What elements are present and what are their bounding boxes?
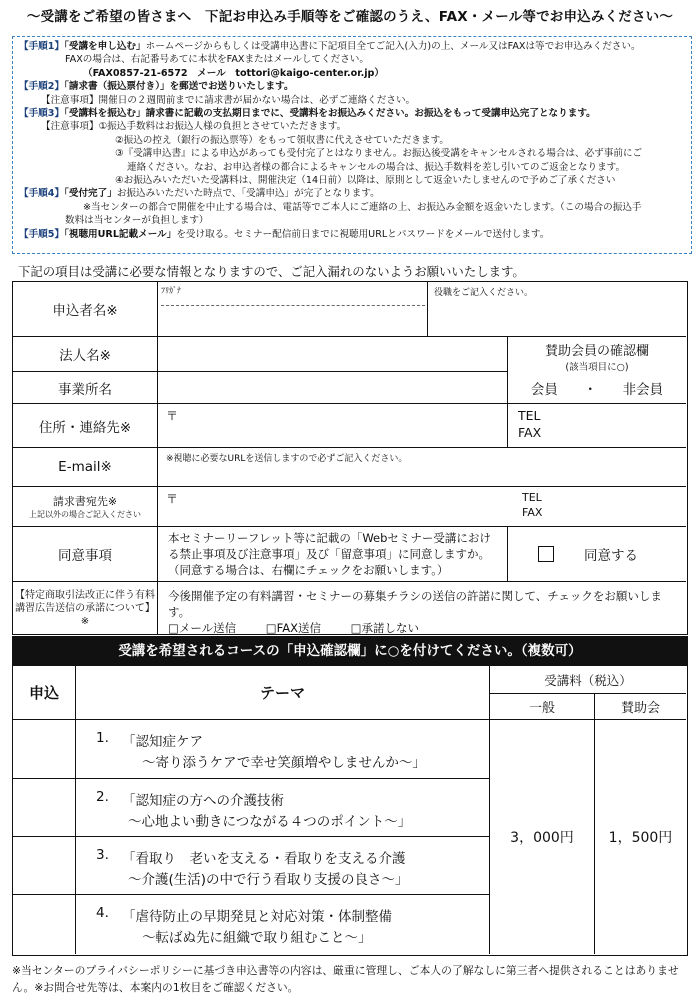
- course-item-2: [76, 779, 490, 837]
- course-banner: 受講を希望されるコースの「申込確認欄」に○を付けてください。（複数可）: [12, 636, 688, 666]
- privacy-footer: ※当センターのプライバシーポリシーに基づき申込書等の内容は、厳重に管理し、ご本人の了解なしに第三者へ提供されることはありません。※お問合せ先等は、本案内の1枚目をご確認ください。: [12, 964, 679, 994]
- col-apply-header: 申込: [13, 666, 76, 720]
- step-1-title: 「受講を申し込む」: [64, 41, 146, 52]
- apply-cell-1[interactable]: [13, 720, 76, 779]
- fee-general: 3，000円: [490, 720, 595, 954]
- tel-label: TEL: [518, 408, 541, 423]
- consent-label: 同意事項: [13, 527, 158, 582]
- fax-label: FAX: [518, 425, 542, 440]
- email-label: E-mail※: [13, 448, 158, 487]
- step-1-fax-note: FAXの場合は、右記番号あてに本状をFAXまたはメールしてください。: [65, 54, 369, 66]
- course-item-4: [76, 895, 490, 954]
- position-hint: 役職をご記入ください。: [434, 288, 534, 298]
- billing-label-cell: [13, 487, 158, 527]
- course-2-subtitle: ～心地よい動きにつながる４つのポイント～」: [128, 814, 412, 830]
- step-3-note-3a: ③『受講申込書』による申込があっても受付完了とはなりません。お振込後受講をキャンセルされる場合は、必ず事前にご: [115, 148, 643, 160]
- ad-option-decline[interactable]: □承諾しない: [350, 621, 419, 635]
- course-4-num: 4.: [96, 905, 109, 921]
- step-2-tag: 【手順2】: [19, 81, 65, 93]
- course-4-subtitle: ～転ばぬ先に組織で取り組むこと～」: [142, 930, 372, 946]
- step-3-note-tag: 【注意事項】: [41, 121, 99, 133]
- office-label: 事業所名: [13, 372, 158, 404]
- billing-phone-fax: [522, 490, 542, 520]
- step-2-note: 【注意事項】開催日の２週間前までに請求書が届かない場合は、必ずご連絡ください。: [41, 94, 416, 106]
- member-check-header: [508, 337, 686, 372]
- corp-name-field[interactable]: [158, 337, 508, 372]
- step-3-note-2: ②振込の控え（銀行の振込票等）をもって領収書に代えさせていただきます。: [115, 134, 450, 146]
- step-3-note-4: ④お振込みいただいた受講料は、開催決定（14日前）以降は、原則として返金いたしませんので予めご了承ください: [115, 175, 616, 187]
- col-general-header: 一般: [490, 694, 595, 720]
- ad-consent-cell: [158, 582, 686, 634]
- course-3-num: 3.: [96, 847, 109, 863]
- billing-label: 請求書宛先※: [52, 495, 118, 508]
- step-5-tag: 【手順5】: [19, 228, 65, 240]
- step-4-tag: 【手順4】: [19, 188, 65, 200]
- step-3-note-1-text: ①振込手数料はお振込人様の負担とさせていただきます。: [98, 121, 347, 133]
- course-2-title: 「認知症の方への介護技術: [122, 793, 284, 809]
- step-3: [19, 107, 685, 120]
- ad-option-email[interactable]: □メール送信: [168, 621, 237, 635]
- step-1: [19, 40, 685, 53]
- apply-cell-3[interactable]: [13, 837, 76, 895]
- billing-sub: 上記以外の場合ご記入ください: [29, 510, 141, 519]
- step-4-note-b: 数料は当センターが負担します）: [65, 215, 209, 227]
- billing-field[interactable]: [158, 487, 686, 527]
- furigana-label: ﾌﾘｶﾞﾅ: [161, 285, 425, 306]
- applicant-label: 申込者名※: [13, 282, 158, 337]
- applicant-name-field[interactable]: [158, 282, 428, 337]
- ad-option-fax[interactable]: □FAX送信: [265, 621, 321, 635]
- member-status-options[interactable]: [508, 372, 686, 404]
- member-option[interactable]: 会員: [530, 381, 558, 398]
- apply-cell-2[interactable]: [13, 779, 76, 837]
- step-5-text: を受け取る。セミナー配信前日までに視聴用URLとパスワードをメールで送付します。: [176, 228, 550, 240]
- step-4: [19, 187, 685, 200]
- office-name-field[interactable]: [158, 372, 508, 404]
- procedure-steps: [12, 36, 692, 254]
- step-1-tag: 【手順1】: [19, 41, 65, 52]
- consent-check-label: 同意する: [584, 548, 638, 564]
- ad-consent-label: 【特定商取引法改正に伴う有料講習広告送信の承諾について】※: [13, 582, 158, 634]
- address-field[interactable]: [158, 404, 508, 448]
- course-item-1: [76, 720, 490, 779]
- fee-member: 1，500円: [608, 830, 673, 846]
- option-separator: ・: [583, 381, 597, 398]
- step-5-title: 「視聴用URL記載メール」: [64, 228, 177, 240]
- corp-label: 法人名※: [13, 337, 158, 372]
- course-3-title: 「看取り 老いを支える・看取りを支える介護: [122, 851, 406, 867]
- step-4-note-a: ※当センターの都合で開催を中止する場合は、電話等でご本人にご連絡の上、お振込み金額を返金いたします。（この場合の振込手: [83, 201, 642, 213]
- address-label: 住所・連絡先※: [13, 404, 158, 448]
- step-3-note-1: [19, 120, 685, 133]
- course-3-subtitle: ～介護(生活)の中で行う看取り支援の良さ～」: [128, 872, 409, 888]
- billing-tel-label: TEL: [522, 491, 542, 504]
- consent-checkbox-cell[interactable]: [508, 527, 686, 582]
- step-3-note-3b: 連絡ください。なお、お申込者様の都合によるキャンセルの場合は、振込手数料を差し引いてのご返金となります。: [127, 161, 626, 173]
- course-1-subtitle: ～寄り添うケアで幸せ笑顔増やしませんか～」: [142, 755, 426, 771]
- application-form: [12, 281, 688, 635]
- page-header: ～受講をご希望の皆さまへ 下記お申込み手順等をご確認のうえ、FAX・メール等でお申込みください～: [26, 9, 674, 25]
- email-hint: ※視聴に必要なURLを送信しますので必ずご記入ください。: [166, 454, 408, 464]
- ad-consent-text: 今後開催予定の有料講習・セミナーの募集チラシの送信の許諾に関して、チェックをお願いします。: [168, 589, 662, 619]
- billing-fax-label: FAX: [522, 506, 543, 519]
- step-2: [19, 80, 685, 93]
- course-1-title: 「認知症ケア: [122, 734, 203, 750]
- step-2-title: 「請求書（振込票付き）」を郵送でお送りいたします。: [64, 81, 294, 93]
- billing-postal-mark: 〒: [166, 492, 179, 506]
- step-4-title: 「受付完了」: [64, 188, 117, 200]
- step-3-title: 「受講料を振込む」請求書に記載の支払期日までに、受講料をお振込みください。お振込をもって受講申込完了となります。: [64, 108, 596, 120]
- position-field[interactable]: [428, 282, 686, 337]
- postal-mark: 〒: [166, 409, 179, 423]
- course-2-num: 2.: [96, 789, 109, 805]
- step-5: [19, 228, 685, 241]
- col-fee-header: 受講料（税込）: [490, 666, 686, 694]
- phone-fax-field[interactable]: [508, 404, 686, 448]
- course-1-num: 1.: [96, 730, 109, 746]
- step-1-contact: （FAX0857-21-6572 メール tottori@kaigo-center.or.jp）: [83, 67, 384, 79]
- apply-cell-4[interactable]: [13, 895, 76, 954]
- step-4-text: お振込みいただいた時点で、「受講申込」が完了となります。: [116, 188, 380, 200]
- consent-text: 本セミナーリーフレット等に記載の「Webセミナー受講における禁止事項及び注意事項」及び「留意事項」に同意しますか。（同意する場合は、右欄にチェックをお願いします。）: [158, 527, 508, 582]
- course-item-3: [76, 837, 490, 895]
- course-table: [12, 666, 688, 956]
- non-member-option[interactable]: 非会員: [622, 381, 664, 398]
- col-member-header: 賛助会: [595, 694, 686, 720]
- step-1-text: ホームページからもしくは受講申込書に下記項目全てご記入(入力)の上、メール又はFAXは等でお申込みください。: [145, 41, 641, 52]
- consent-checkbox[interactable]: [538, 546, 554, 562]
- course-4-title: 「虐待防止の早期発見と対応対策・体制整備: [122, 909, 392, 925]
- step-3-tag: 【手順3】: [19, 108, 65, 120]
- member-check-title: 賛助会員の確認欄: [544, 344, 649, 359]
- col-theme-header: テーマ: [76, 666, 490, 720]
- ad-consent-options: [168, 620, 676, 636]
- form-intro: 下記の項目は受講に必要な情報となりますので、ご記入漏れのないようお願いいたします。: [18, 264, 525, 279]
- member-check-sub: (該当項目に○): [565, 362, 629, 373]
- email-field[interactable]: [158, 448, 686, 487]
